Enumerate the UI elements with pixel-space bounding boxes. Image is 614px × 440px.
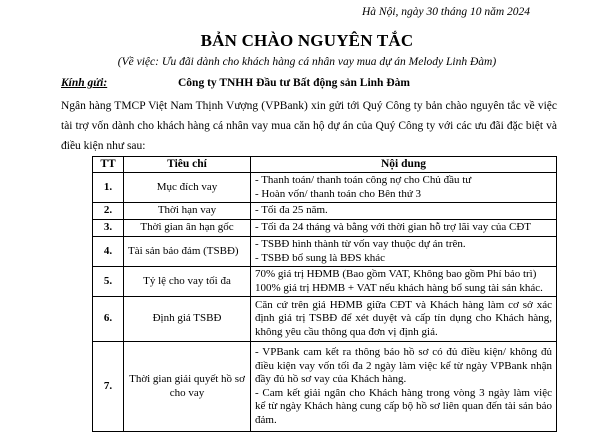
row-content — [251, 220, 557, 237]
content-line: - Cam kết giải ngân cho Khách hàng trong vòng 3 ngày làm việc kể từ ngày Khách hàng cung cấp bộ hồ sơ liên quan đến tài sản bảo đảm. — [255, 386, 552, 426]
row-number: 7. — [93, 342, 124, 432]
row-number: 4. — [93, 237, 124, 267]
content-line: - Tối đa 24 tháng và bằng với thời gian hỗ trợ lãi vay của CĐT — [255, 221, 531, 234]
table-row — [93, 267, 557, 297]
header-tt: TT — [93, 157, 124, 173]
content-line: - VPBank cam kết ra thông báo hồ sơ có đủ điều kiện/ không đủ điều kiện vay vốn tối đa 2 ngày làm việc kể từ ngày VPBank nhận đầy đủ hồ sơ vay của Khách hàng. — [255, 346, 552, 385]
offer-terms-table — [92, 156, 557, 432]
content-line: - TSBĐ bổ sung là BĐS khác — [255, 251, 385, 264]
header-content: Nội dung — [251, 157, 557, 173]
content-line: - TSBĐ hình thành từ vốn vay thuộc dự án trên. — [255, 238, 466, 250]
content-line: - Thanh toán/ thanh toán công nợ cho Chủ đầu tư — [255, 174, 472, 186]
table-row — [93, 342, 557, 432]
table-row — [93, 203, 557, 220]
recipient-line — [61, 77, 410, 89]
row-content — [251, 203, 557, 220]
row-criterion: Mục đích vay — [124, 173, 251, 203]
content-line: - Tối đa 25 năm. — [255, 204, 328, 217]
row-number: 5. — [93, 267, 124, 297]
table-row — [93, 237, 557, 267]
document-subject: (Về việc: Ưu đãi dành cho khách hàng cá nhân vay mua dự án Melody Linh Đàm) — [117, 56, 497, 68]
row-criterion: Thời gian ân hạn gốc — [124, 220, 251, 237]
recipient-label: Kính gửi: — [61, 77, 108, 89]
row-criterion: Định giá TSBĐ — [124, 297, 251, 342]
row-criterion: Tỷ lệ cho vay tối đa — [124, 267, 251, 297]
row-number: 2. — [93, 203, 124, 220]
table-row — [93, 220, 557, 237]
row-content — [251, 267, 557, 297]
content-line: Căn cứ trên giá HĐMB giữa CĐT và Khách hàng làm cơ sở xác định giá trị TSBĐ để xét duyệt và cấp tín dụng cho Khách hàng, không yêu cầu thông qua đơn vị định giá. — [255, 298, 552, 338]
document-date: Hà Nội, ngày 30 tháng 10 năm 2024 — [361, 6, 530, 18]
recipient-value: Công ty TNHH Đầu tư Bất động sản Linh Đàm — [178, 77, 410, 89]
row-content — [251, 297, 557, 342]
table-row — [93, 297, 557, 342]
row-criterion: Thời hạn vay — [124, 203, 251, 220]
intro-paragraph: Ngân hàng TMCP Việt Nam Thịnh Vượng (VPBank) xin gửi tới Quý Công ty bản chào nguyên tắc về việc tài trợ vốn dành cho khách hàng cá nhân vay mua căn hộ dự án của Quý Công ty với các ưu đãi đặc biệt và điều kiện như sau: — [61, 100, 557, 152]
row-criterion: Thời gian giải quyết hồ sơ cho vay — [124, 342, 251, 432]
content-line: 100% giá trị HĐMB + VAT nếu khách hàng bổ sung tài sản khác. — [255, 281, 543, 294]
content-line: 70% giá trị HĐMB (Bao gồm VAT, Không bao gồm Phí bảo trì) — [255, 268, 537, 280]
table-row — [93, 173, 557, 203]
document-title: BẢN CHÀO NGUYÊN TẮC — [200, 31, 414, 50]
row-criterion: Tài sản bảo đảm (TSBĐ) — [124, 237, 251, 267]
row-number: 1. — [93, 173, 124, 203]
row-content — [251, 237, 557, 267]
row-content — [251, 173, 557, 203]
header-criterion: Tiêu chí — [124, 157, 251, 173]
row-number: 3. — [93, 220, 124, 237]
row-content — [251, 342, 557, 432]
content-line: - Hoàn vốn/ thanh toán cho Bên thứ 3 — [255, 187, 422, 200]
table-header-row — [93, 157, 557, 173]
row-number: 6. — [93, 297, 124, 342]
